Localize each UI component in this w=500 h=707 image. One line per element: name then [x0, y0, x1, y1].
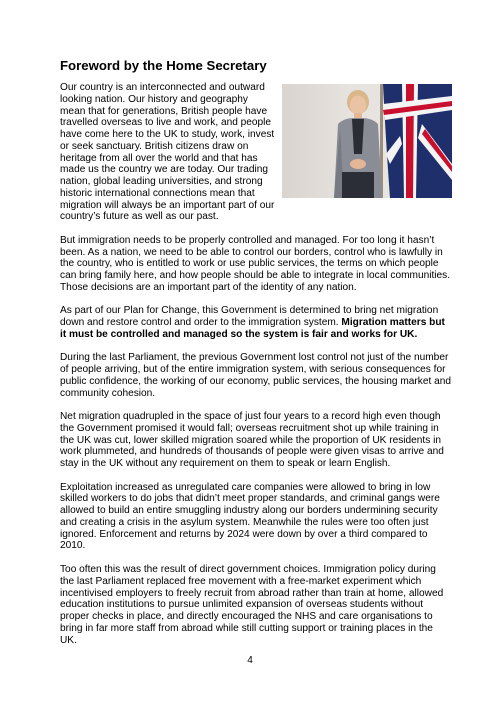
- page-title: Foreword by the Home Secretary: [60, 58, 267, 73]
- paragraph-text: During the last Parliament, the previous Government lost control not just of the number of people arriving, but of the entire immigration system, with serious consequences for public confidence, the working of our economy, public services, the housing market and community cohesion.: [60, 352, 451, 399]
- body-paragraph: [60, 411, 452, 470]
- body-text: [60, 82, 452, 658]
- body-paragraph: [60, 352, 452, 399]
- paragraph-text: As part of our Plan for Change, this Government is determined to bring net migration down and restore control and order to the immigration system.: [60, 305, 439, 329]
- page-number: 4: [247, 655, 253, 666]
- portrait-photo-image: [282, 84, 452, 198]
- paragraph-text: Exploitation increased as unregulated care companies were allowed to bring in low skilled workers to do jobs that didn’t meet proper standards, and criminal gangs were allowed to build an entire smuggling industry along our borders undermining security and creating a crisis in the asylum system. Meanwhile the rules were too often just ignored. Enforcement and returns by 2024 were down by over a third compared to 2010.: [60, 481, 440, 552]
- body-paragraph: [60, 235, 452, 294]
- portrait-photo: [282, 84, 452, 198]
- paragraph-text: Our country is an interconnected and outward looking nation. Our history and geography mean that for generations, British people have travelled overseas to live and work, and people have come here to the UK to study, work, invest or seek sanctuary. British citizens draw on heritage from all over the world and that has made us the country we are today. Our trading nation, global leading universities, and strong historic international connections mean that migration will always be an important part of our country’s future as well as our past.: [60, 82, 275, 223]
- body-paragraph: [60, 564, 452, 646]
- body-paragraph: [60, 305, 452, 340]
- paragraph-text: Too often this was the result of direct government choices. Immigration policy during the last Parliament replaced free movement with a free-market experiment which incentivised employers to freely recruit from abroad rather than train at home, allowed education institutions to pursue unlimited expansion of overseas students without proper checks in place, and directly encouraged the NHS and care organisations to bring in far more staff from abroad while still cutting support or training places in the UK.: [60, 564, 444, 646]
- emphasis-text: Migration matters but it must be controlled and managed so the system is fair and works for UK.: [60, 317, 445, 340]
- paragraph-text: But immigration needs to be properly controlled and managed. For too long it hasn’t been. As a nation, we need to be able to control our borders, control who is lawfully in the country, who is entitled to work or use public services, the terms on which people can bring family here, and how people should be able to integrate in local communities. Those decisions are an important part of the identity of any nation.: [60, 234, 451, 293]
- body-paragraph: [60, 482, 452, 553]
- paragraph-text: Net migration quadrupled in the space of just four years to a record high even though the Government promised it would fall; overseas recruitment shot up while training in the UK was cut, lower skilled migration soared while the proportion of UK residents in work plummeted, and hundreds of thousands of people were given visas to arrive and stay in the UK without any requirement on them to speak or learn English.: [60, 411, 444, 470]
